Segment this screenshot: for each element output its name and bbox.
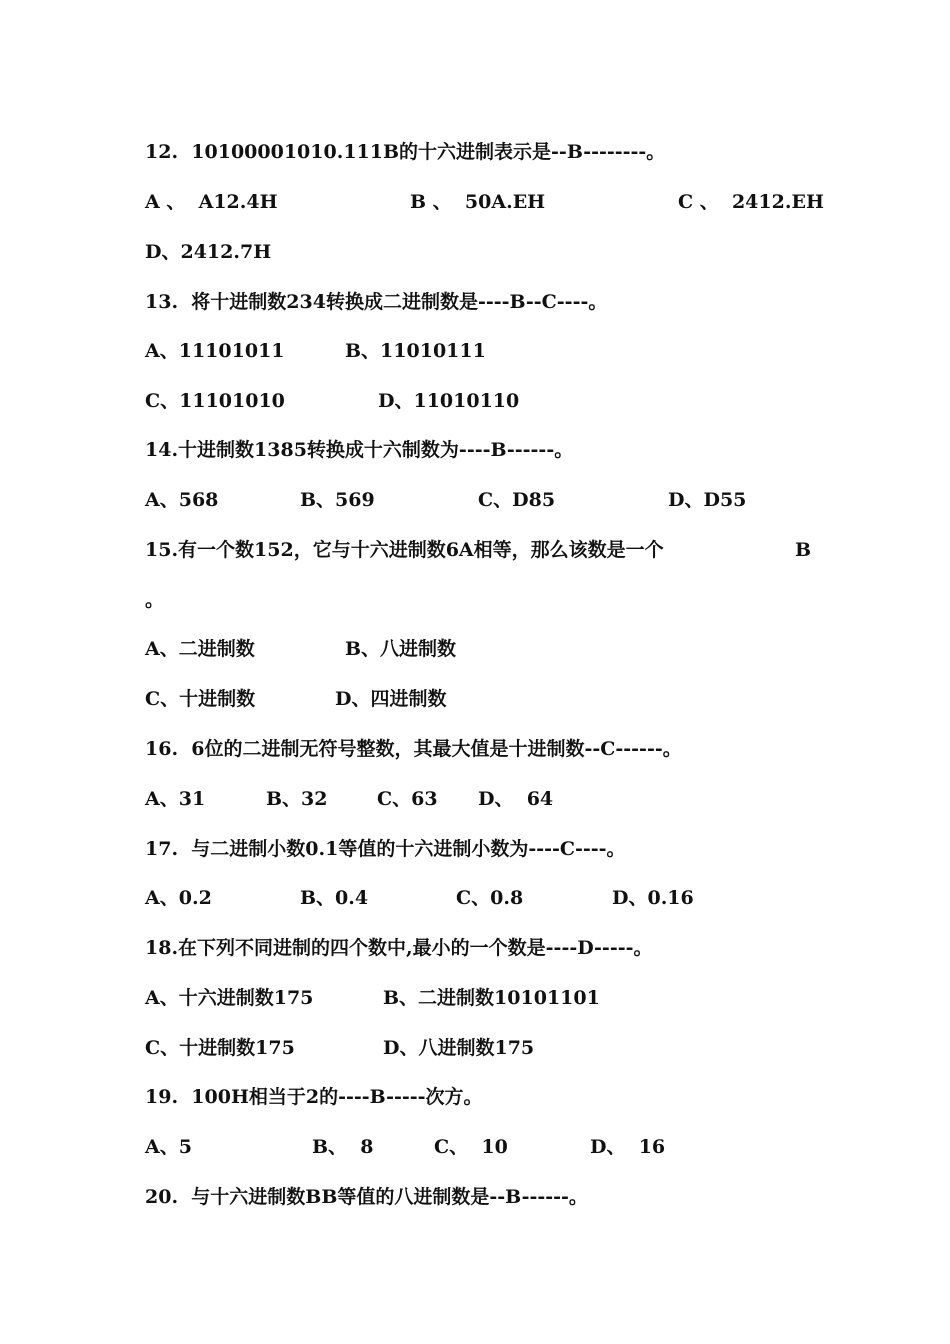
question-14-option-b: B、569 — [300, 489, 375, 511]
question-12-option-a: A 、 A12.4H — [145, 191, 278, 213]
question-12-option-d: D、2412.7H — [145, 241, 272, 263]
question-15-option-d: D、四进制数 — [335, 688, 447, 710]
question-20-stem: 20. 与十六进制数BB等值的八进制数是--B------。 — [145, 1186, 588, 1208]
question-18-option-d: D、八进制数175 — [383, 1037, 535, 1059]
question-14-stem: 14.十进制数1385转换成十六制数为----B------。 — [145, 439, 574, 461]
question-19-option-b: B、 8 — [312, 1136, 374, 1158]
question-16-option-b: B、32 — [266, 788, 328, 810]
question-14-option-a: A、568 — [145, 489, 219, 511]
question-15-option-a: A、二进制数 — [145, 638, 255, 660]
question-16-stem: 16. 6位的二进制无符号整数，其最大值是十进制数--C------。 — [145, 738, 682, 760]
question-16-option-d: D、 64 — [478, 788, 554, 810]
question-13-option-a: A、11101011 — [145, 340, 285, 362]
question-16-option-a: A、31 — [145, 788, 206, 810]
question-12-option-b: B 、 50A.EH — [410, 191, 546, 213]
question-12-option-c: C 、 2412.EH — [678, 191, 824, 213]
question-17-stem: 17. 与二进制小数0.1等值的十六进制小数为----C----。 — [145, 838, 626, 860]
question-19-option-d: D、 16 — [590, 1136, 666, 1158]
question-15-option-b: B、八进制数 — [345, 638, 457, 660]
question-17-option-b: B、0.4 — [300, 887, 369, 909]
question-12-stem: 12. 10100001010.111B的十六进制表示是--B--------。 — [145, 141, 666, 163]
question-19-option-a: A、5 — [145, 1136, 192, 1158]
question-15-option-c: C、十进制数 — [145, 688, 256, 710]
question-13-option-c: C、11101010 — [145, 390, 285, 412]
question-13-stem: 13. 将十进制数234转换成二进制数是----B--C----。 — [145, 291, 608, 313]
question-14-option-c: C、D85 — [478, 489, 556, 511]
question-15-answer: B — [795, 539, 812, 561]
question-18-stem: 18.在下列不同进制的四个数中,最小的一个数是----D-----。 — [145, 937, 653, 959]
question-19-stem: 19. 100H相当于2的----B-----次方。 — [145, 1086, 483, 1108]
question-16-option-c: C、63 — [377, 788, 438, 810]
question-17-option-c: C、0.8 — [456, 887, 524, 909]
question-15-end-mark: 。 — [145, 589, 165, 611]
question-14-option-d: D、D55 — [668, 489, 747, 511]
question-19-option-c: C、 10 — [434, 1136, 508, 1158]
question-18-option-a: A、十六进制数175 — [145, 987, 314, 1009]
question-15-stem: 15.有一个数152，它与十六进制数6A相等，那么该数是一个 — [145, 539, 664, 561]
question-13-option-d: D、11010110 — [378, 390, 520, 412]
question-18-option-b: B、二进制数10101101 — [383, 987, 600, 1009]
question-13-option-b: B、11010111 — [345, 340, 486, 362]
question-17-option-d: D、0.16 — [612, 887, 694, 909]
question-18-option-c: C、十进制数175 — [145, 1037, 295, 1059]
question-17-option-a: A、0.2 — [145, 887, 212, 909]
